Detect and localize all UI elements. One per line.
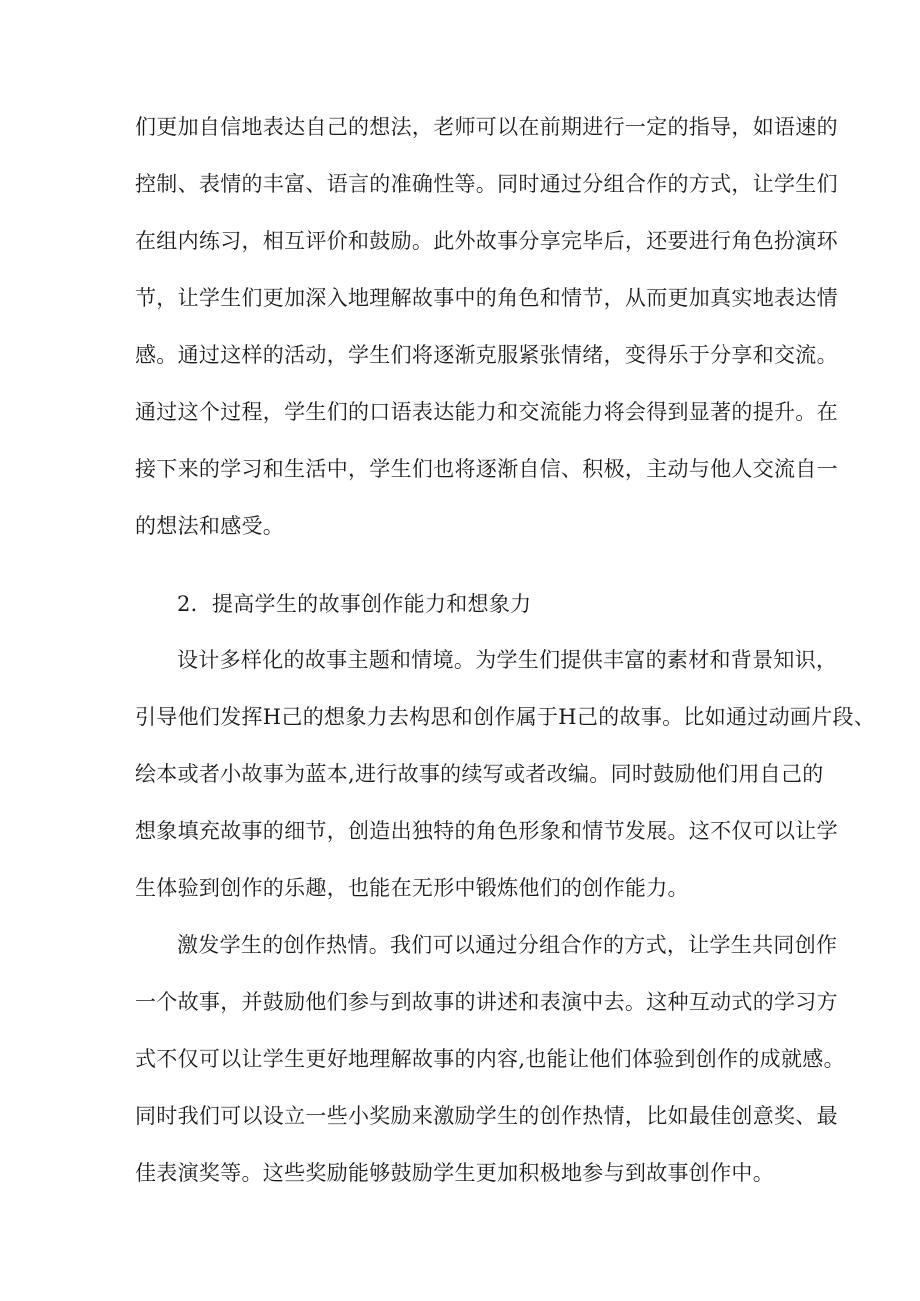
paragraph-1-line-3: 在组内练习，相互评价和鼓励。此外故事分享完毕后，还要进行角色扮演环: [135, 229, 838, 253]
paragraph-3-line-5: 佳表演奖等。这些奖励能够鼓励学生更加积极地参与到故事创作中。: [135, 1161, 774, 1185]
paragraph-1-line-7: 接下来的学习和生活中，学生们也将逐渐自信、积极，主动与他人交流自一: [135, 457, 838, 481]
paragraph-3-line-4: 同时我们可以设立一些小奖励来激励学生的创作热情，比如最佳创意奖、最: [135, 1104, 838, 1128]
paragraph-1-line-8: 的想法和感受。: [135, 514, 285, 538]
paragraph-2-line-4: 想象填充故事的细节，创造出独特的角色形象和情节发展。这不仅可以让学: [135, 819, 838, 843]
paragraph-2-line-5: 生体验到创作的乐趣，也能在无形中锻炼他们的创作能力。: [135, 876, 689, 900]
paragraph-1-line-6: 通过这个过程，学生们的口语表达能力和交流能力将会得到显著的提升。在: [135, 400, 838, 424]
section-heading: 2．提高学生的故事创作能力和想象力: [177, 592, 532, 616]
paragraph-2-line-2: 引导他们发挥H己的想象力去构思和创作属于H己的故事。比如通过动画片段、: [135, 705, 876, 729]
paragraph-1-line-1: 们更加自信地表达自己的想法，老师可以在前期进行一定的指导，如语速的: [135, 115, 838, 139]
paragraph-1-line-5: 感。通过这样的活动，学生们将逐渐克服紧张情绪，变得乐于分享和交流。: [135, 343, 838, 367]
paragraph-3-line-3: 式不仅可以让学生更好地理解故事的内容,也能让他们体验到创作的成就感。: [135, 1047, 845, 1071]
paragraph-3-line-2: 一个故事，并鼓励他们参与到故事的讲述和表演中去。这种互动式的学习方: [135, 990, 838, 1014]
paragraph-2-line-3: 绘本或者小故事为蓝本,进行故事的续写或者改编。同时鼓励他们用自己的: [135, 762, 824, 786]
paragraph-1-line-2: 控制、表情的丰富、语言的准确性等。同时通过分组合作的方式，让学生们: [135, 172, 838, 196]
paragraph-1-line-4: 节，让学生们更加深入地理解故事中的角色和情节，从而更加真实地表达情: [135, 286, 838, 310]
paragraph-3-line-1: 激发学生的创作热情。我们可以通过分组合作的方式，让学生共同创作: [177, 933, 838, 957]
paragraph-2-line-1: 设计多样化的故事主题和情境。为学生们提供丰富的素材和背景知识，: [177, 648, 838, 672]
